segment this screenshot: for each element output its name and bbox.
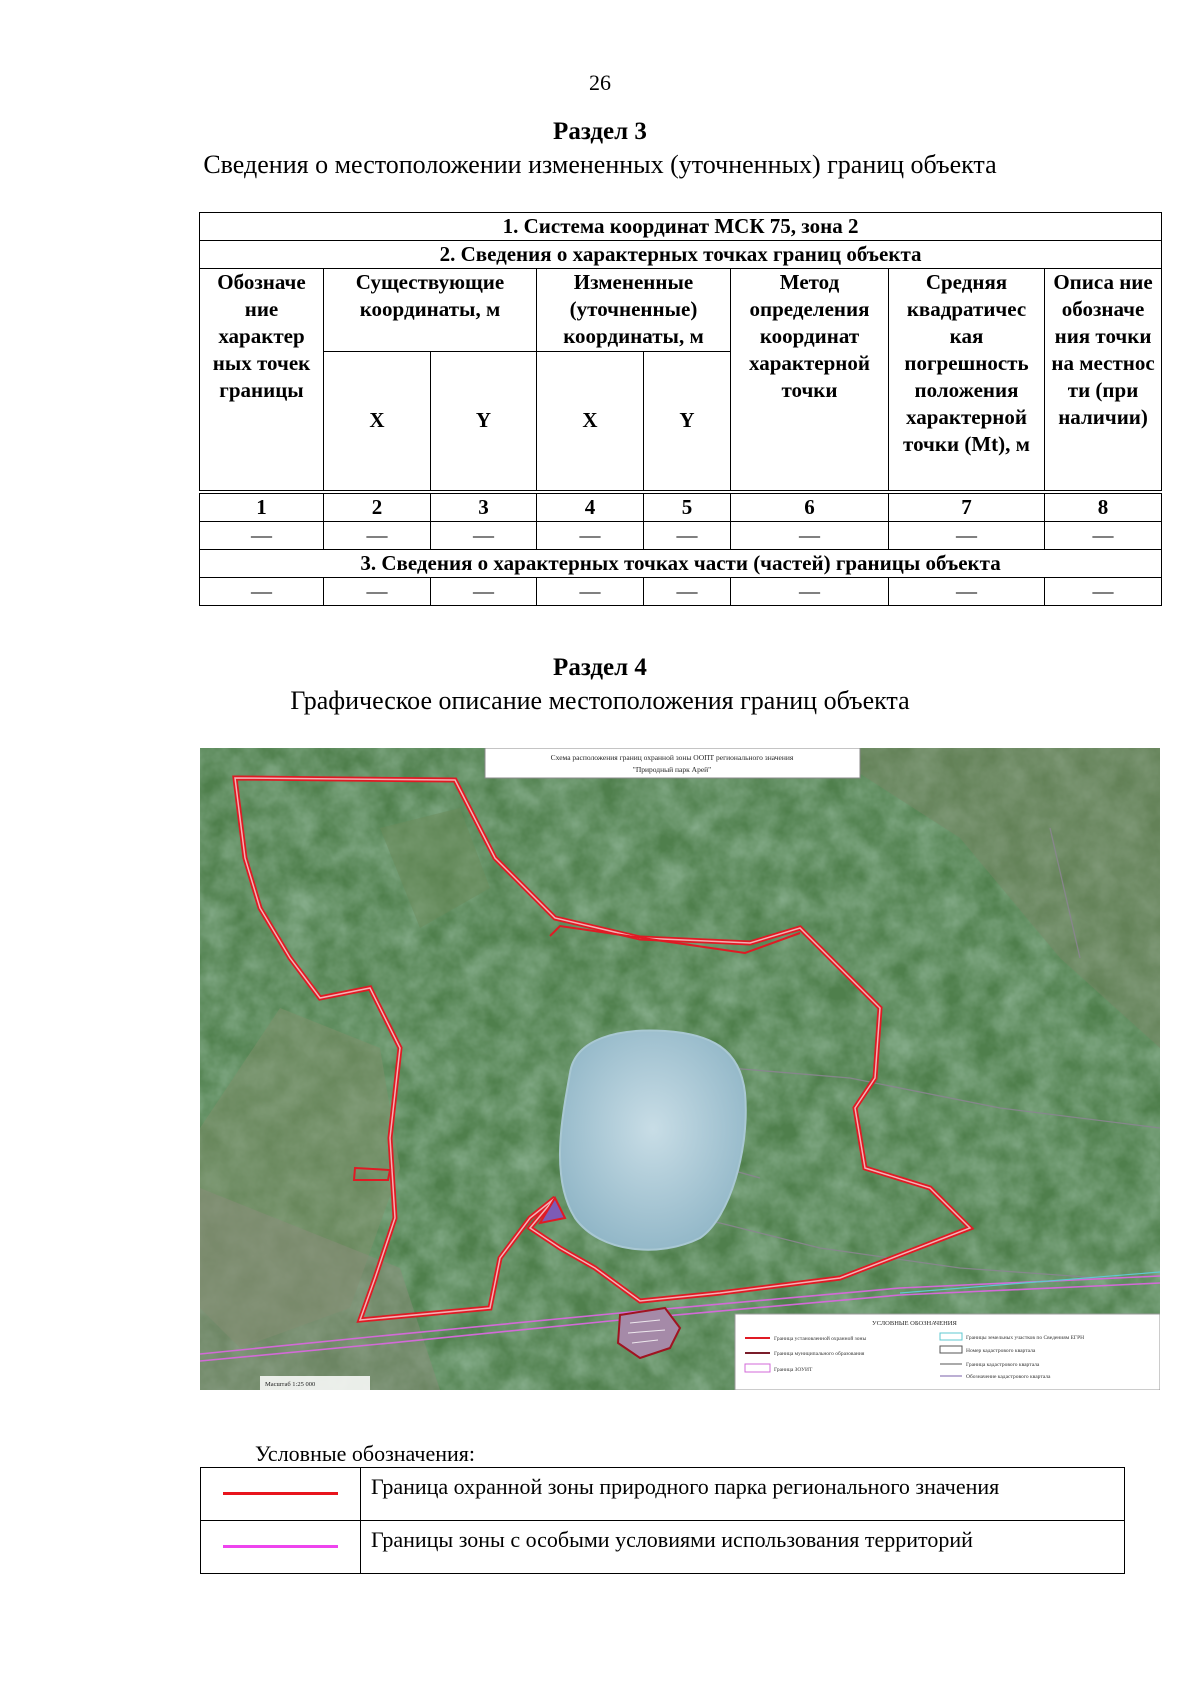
- empty-cell: —: [644, 577, 731, 605]
- red-line-swatch: [223, 1492, 338, 1495]
- column-number: 3: [431, 492, 537, 522]
- legend-item-label: Границы зоны с особыми условиями использования территорий: [361, 1521, 1125, 1574]
- header-y-changed: Y: [644, 352, 731, 492]
- section3-title: Раздел 3: [553, 118, 647, 145]
- boundary-map: [200, 748, 1160, 1390]
- empty-cell: —: [1045, 521, 1162, 549]
- header-designation: Обозначе ние характер ных точек границы: [200, 269, 324, 492]
- map-header-line2: "Природный парк Арей": [632, 765, 712, 774]
- column-number: 5: [644, 492, 731, 522]
- boundary-points-row: 2. Сведения о характерных точках границ объекта: [200, 241, 1162, 269]
- section3-subtitle: Сведения о местоположении измененных (уточненных) границ объекта: [203, 150, 997, 179]
- legend-swatch-cell: [201, 1521, 361, 1574]
- empty-cell: —: [324, 521, 431, 549]
- svg-text:Граница ЗОУИТ: Граница ЗОУИТ: [774, 1367, 813, 1373]
- legend-item-label: Граница охранной зоны природного парка регионального значения: [361, 1468, 1125, 1521]
- empty-cell: —: [431, 521, 537, 549]
- section4-title: Раздел 4: [553, 654, 647, 681]
- column-number: 1: [200, 492, 324, 522]
- empty-cell: —: [200, 577, 324, 605]
- section4-subtitle: Графическое описание местоположения границ объекта: [290, 686, 910, 715]
- empty-cell: —: [200, 521, 324, 549]
- header-existing-coords: Существующие координаты, м: [324, 269, 537, 352]
- header-y-existing: Y: [431, 352, 537, 492]
- svg-text:Границы земельных участков по: Границы земельных участков по Сведениям ЕГРН: [966, 1335, 1085, 1341]
- header-changed-coords: Измененные (уточненные) координаты, м: [537, 269, 731, 352]
- empty-cell: —: [1045, 577, 1162, 605]
- empty-cell: —: [644, 521, 731, 549]
- header-description: Описа ние обозначе ния точки на местнос ти (при наличии): [1045, 269, 1162, 492]
- map-scale: Масштаб 1:25 000: [265, 1381, 316, 1388]
- coordinate-system-row: 1. Система координат МСК 75, зона 2: [200, 213, 1162, 241]
- coordinates-table: [199, 212, 1162, 606]
- header-method: Метод определения координат характерной точки: [731, 269, 889, 492]
- column-number: 7: [889, 492, 1045, 522]
- legend-table: [200, 1467, 1125, 1574]
- svg-text:Номер кадастрового квартала: Номер кадастрового квартала: [966, 1348, 1036, 1354]
- svg-text:Граница муниципального образов: Граница муниципального образования: [774, 1351, 865, 1357]
- empty-cell: —: [731, 577, 889, 605]
- column-number: 2: [324, 492, 431, 522]
- lake: [560, 1030, 746, 1249]
- magenta-line-swatch: [223, 1545, 338, 1548]
- empty-cell: —: [537, 577, 644, 605]
- empty-cell: —: [889, 521, 1045, 549]
- legend-caption: Условные обозначения:: [255, 1441, 476, 1466]
- map-image: [200, 748, 1160, 1390]
- header-mse: Средняя квадратичес кая погрешность положения характерной точки (Mt), м: [889, 269, 1045, 492]
- header-x-changed: X: [537, 352, 644, 492]
- column-number: 6: [731, 492, 889, 522]
- map-header-line1: Схема расположения границ охранной зоны ООПТ регионального значения: [550, 753, 794, 762]
- empty-cell: —: [537, 521, 644, 549]
- page-number: 26: [589, 70, 611, 95]
- header-x-existing: X: [324, 352, 431, 492]
- part-points-row: 3. Сведения о характерных точках части (частей) границы объекта: [200, 549, 1162, 577]
- empty-cell: —: [731, 521, 889, 549]
- column-number: 4: [537, 492, 644, 522]
- svg-text:Обозначение кадастрового кварт: Обозначение кадастрового квартала: [966, 1374, 1051, 1380]
- empty-cell: —: [324, 577, 431, 605]
- column-number: 8: [1045, 492, 1162, 522]
- map-inner-legend: [735, 1314, 1160, 1390]
- svg-text:Граница кадастрового квартала: Граница кадастрового квартала: [966, 1362, 1040, 1368]
- legend-swatch-cell: [201, 1468, 361, 1521]
- empty-cell: —: [889, 577, 1045, 605]
- map-inner-legend-title: УСЛОВНЫЕ ОБОЗНАЧЕНИЯ: [872, 1320, 957, 1327]
- svg-text:Граница установленной охранной: Граница установленной охранной зоны: [774, 1336, 867, 1342]
- empty-cell: —: [431, 577, 537, 605]
